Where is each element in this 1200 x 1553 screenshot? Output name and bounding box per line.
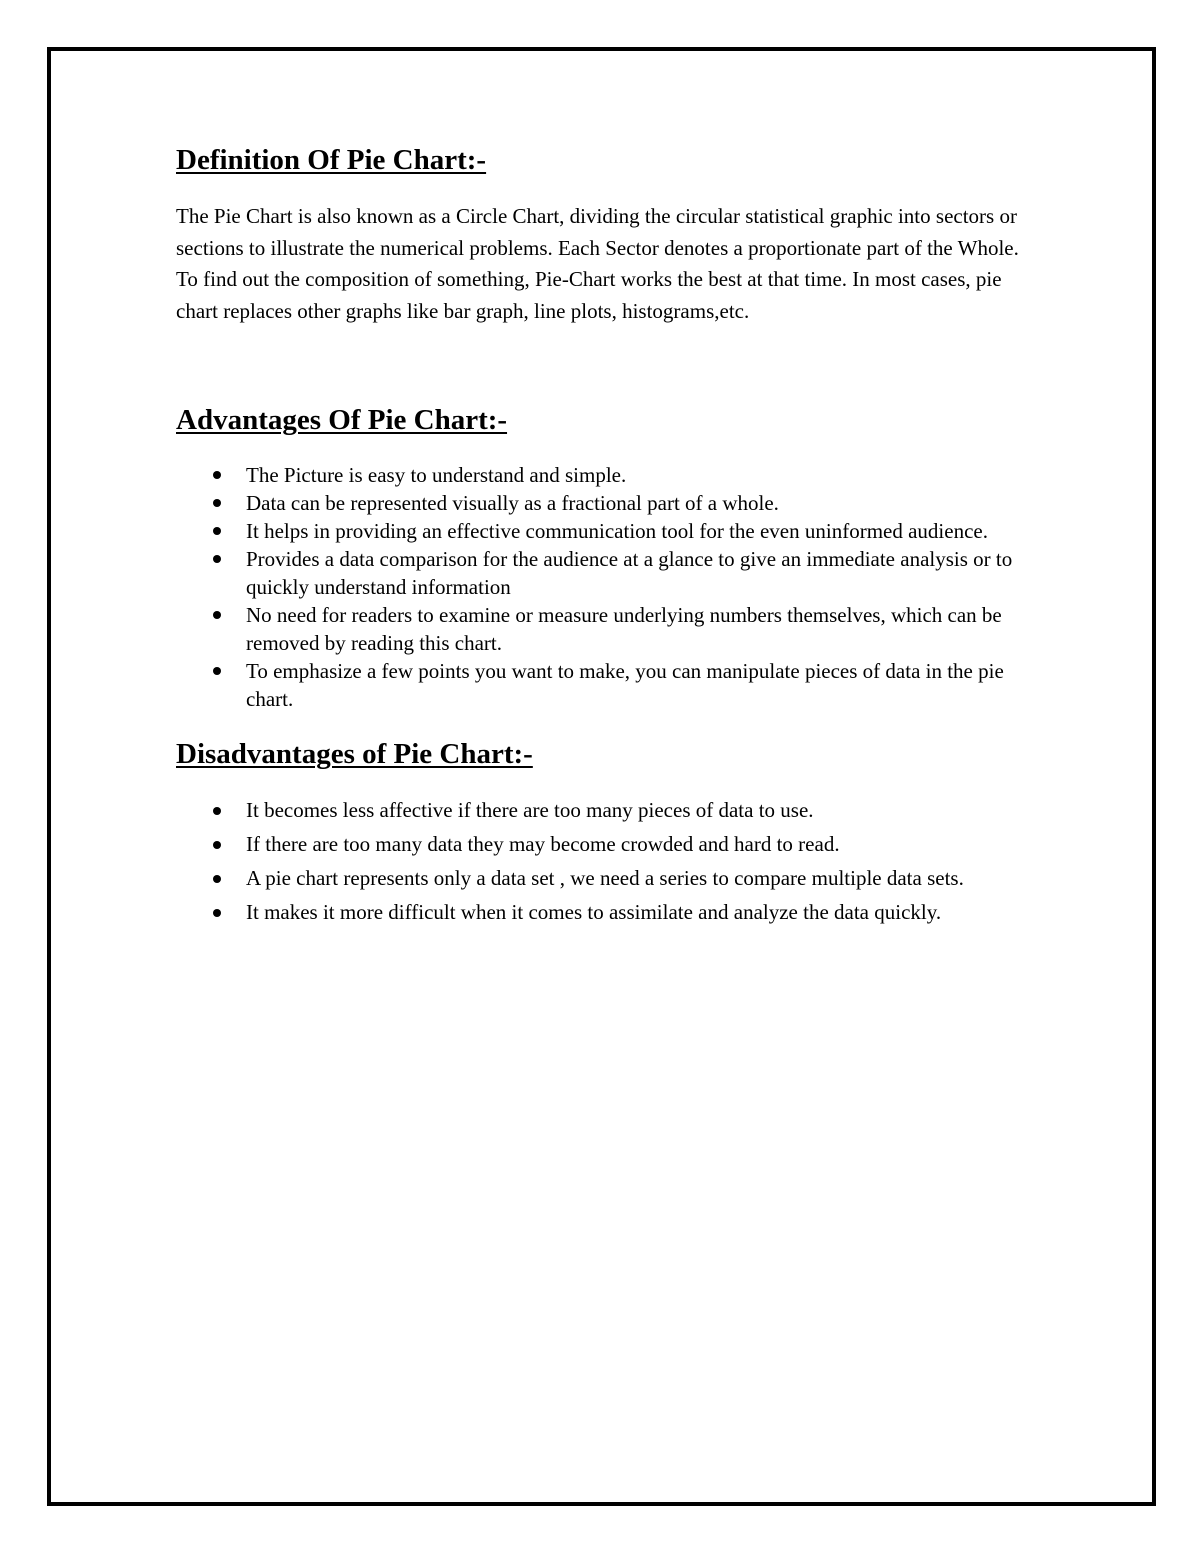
bullet-icon bbox=[213, 909, 221, 917]
bullet-icon bbox=[213, 875, 221, 883]
list-item bbox=[176, 461, 1036, 489]
list-item bbox=[176, 795, 1036, 826]
bullet-icon bbox=[213, 667, 221, 675]
list-item bbox=[176, 601, 1036, 657]
list-item-text: The Picture is easy to understand and simple. bbox=[246, 463, 627, 487]
advantages-list bbox=[176, 461, 1036, 713]
list-item-text: It helps in providing an effective communication tool for the even uninformed audience. bbox=[246, 519, 988, 543]
advantages-heading: Advantages Of Pie Chart:- bbox=[176, 404, 508, 436]
definition-paragraph: The Pie Chart is also known as a Circle Chart, dividing the circular statistical graphic into sectors or sections to illustrate the numerical problems. Each Sector denotes a proportionate part of the Whole. To find out the composition of something, Pie-Chart works the best at that time. In most cases, pie chart replaces other graphs like bar graph, line plots, histograms,etc. bbox=[176, 204, 1019, 323]
list-item bbox=[176, 829, 1036, 860]
bullet-icon bbox=[213, 499, 221, 507]
document-content bbox=[176, 140, 1036, 931]
list-item bbox=[176, 897, 1036, 928]
disadvantages-heading: Disadvantages of Pie Chart:- bbox=[176, 738, 533, 770]
disadvantages-list bbox=[176, 795, 1036, 928]
list-item bbox=[176, 545, 1036, 601]
definition-heading: Definition Of Pie Chart:- bbox=[176, 144, 487, 176]
list-item bbox=[176, 863, 1036, 894]
bullet-icon bbox=[213, 611, 221, 619]
list-item-text: Provides a data comparison for the audience at a glance to give an immediate analysis or to quickly understand information bbox=[246, 547, 1013, 599]
list-item-text: Data can be represented visually as a fractional part of a whole. bbox=[246, 491, 779, 515]
list-item-text: It becomes less affective if there are too many pieces of data to use. bbox=[246, 798, 814, 822]
list-item-text: To emphasize a few points you want to make, you can manipulate pieces of data in the pie chart. bbox=[246, 659, 1004, 711]
bullet-icon bbox=[213, 841, 221, 849]
list-item-text: If there are too many data they may become crowded and hard to read. bbox=[246, 832, 840, 856]
list-item bbox=[176, 489, 1036, 517]
list-item bbox=[176, 517, 1036, 545]
bullet-icon bbox=[213, 555, 221, 563]
list-item-text: No need for readers to examine or measure underlying numbers themselves, which can be removed by reading this chart. bbox=[246, 603, 1002, 655]
bullet-icon bbox=[213, 471, 221, 479]
bullet-icon bbox=[213, 527, 221, 535]
list-item-text: A pie chart represents only a data set , we need a series to compare multiple data sets. bbox=[246, 866, 964, 890]
bullet-icon bbox=[213, 807, 221, 815]
list-item-text: It makes it more difficult when it comes to assimilate and analyze the data quickly. bbox=[246, 900, 942, 924]
list-item bbox=[176, 657, 1036, 713]
